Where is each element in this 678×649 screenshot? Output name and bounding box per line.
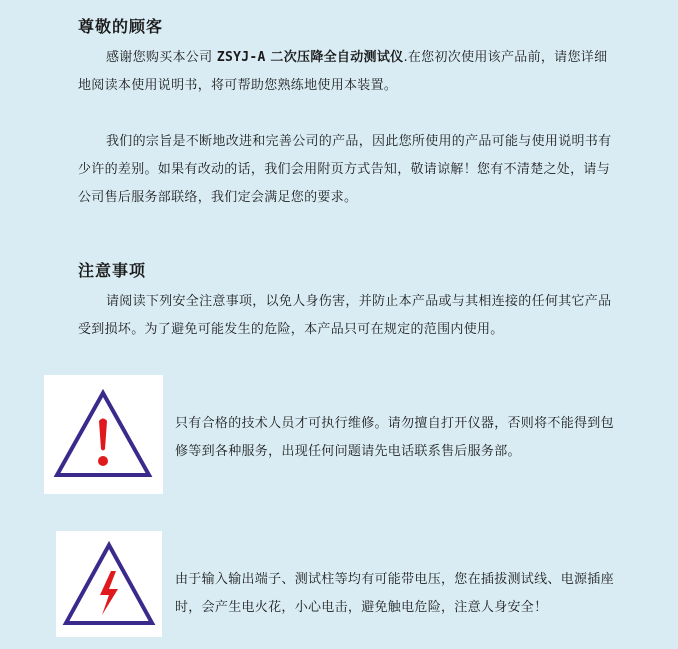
- greeting-title: 尊敬的顾客: [78, 17, 164, 36]
- greeting-p1-after: .在您初次使用该产品前，请您详细地阅读本使用说明书，将可帮助您熟练地使用本装置。: [78, 50, 608, 93]
- warning-text-2: 由于输入输出端子、测试柱等均有可能带电压，您在插拔测试线、电源插座时，会产生电火花，小心电击，避免触电危险，注意人身安全！: [175, 572, 614, 615]
- exclamation-warning-icon: [44, 375, 163, 494]
- greeting-paragraph-2: 我们的宗旨是不断地改进和完善公司的产品，因此您所使用的产品可能与使用说明书有少许的差别。如果有改动的话，我们会用附页方式告知，敬请谅解！您有不清楚之处，请与公司售后服务部联络，我们定会满足您的要求。: [78, 134, 612, 205]
- notice-intro-paragraph: 请阅读下列安全注意事项，以免人身伤害，并防止本产品或与其相连接的任何其它产品受到损坏。为了避免可能发生的危险，本产品只可在规定的范围内使用。: [78, 294, 612, 337]
- product-model-code: ZSYJ-A: [216, 50, 266, 65]
- warning-box-2: [56, 531, 162, 637]
- product-name: 二次压降全自动测试仪: [265, 50, 404, 65]
- notice-title: 注意事项: [78, 261, 147, 280]
- electric-shock-warning-icon: [56, 531, 162, 637]
- warning-box-1: [44, 375, 163, 494]
- greeting-p1-before: 感谢您购买本公司: [106, 50, 217, 65]
- warning-text-1: 只有合格的技术人员才可执行维修。请勿擅自打开仪器，否则将不能得到包 修等到各种服务，出现任何问题请先电话联系售后服务部。: [175, 416, 614, 459]
- greeting-paragraph-1: [78, 44, 618, 100]
